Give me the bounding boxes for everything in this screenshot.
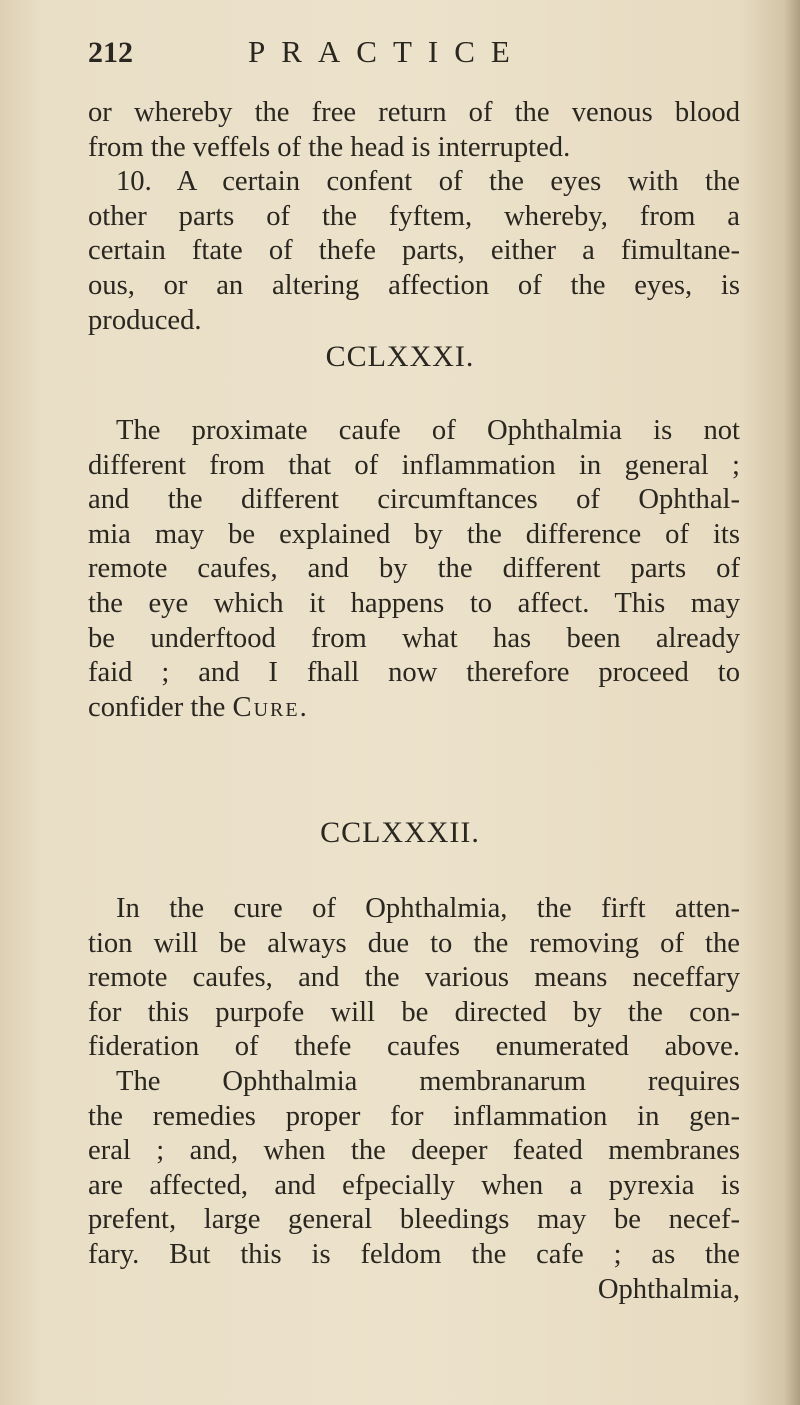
- paragraph-282: [88, 892, 740, 1307]
- text-line: remote caufes, and the various means neceffary: [88, 962, 740, 994]
- text-fragment: confider the: [88, 691, 233, 723]
- text-line: be underftood from what has been already: [88, 622, 740, 654]
- running-head: PRACTICE: [248, 34, 526, 69]
- text-line: 10. A certain confent of the eyes with the: [116, 166, 740, 198]
- page-number: 212: [88, 36, 133, 69]
- text-line: [88, 691, 740, 726]
- text-line: the remedies proper for inflammation in gen-: [88, 1100, 740, 1132]
- catchword: Ophthalmia,: [597, 1273, 740, 1305]
- text-line: faid ; and I fhall now therefore proceed to: [88, 657, 740, 689]
- page-edge-shadow: [784, 0, 800, 1405]
- text-line: for this purpofe will be directed by the con-: [88, 996, 740, 1028]
- text-line: produced.: [88, 304, 202, 336]
- text-line: and the different circumftances of Ophthal-: [88, 484, 740, 516]
- text-line: eral ; and, when the deeper feated membranes: [88, 1135, 740, 1167]
- section-heading-282: CCLXXXII.: [320, 816, 480, 849]
- page-header: [88, 34, 708, 84]
- text-line: ous, or an altering affection of the eyes, is: [88, 269, 740, 301]
- text-line: or whereby the free return of the venous blood: [88, 97, 740, 128]
- text-line: The proximate caufe of Ophthalmia is not: [116, 415, 740, 446]
- text-line: fary. But this is feldom the cafe ; as the: [88, 1238, 740, 1270]
- section-heading-281: CCLXXXI.: [325, 340, 475, 373]
- text-line: fideration of thefe caufes enumerated above.: [88, 1031, 740, 1063]
- text-line: mia may be explained by the difference of its: [88, 518, 740, 550]
- text-line: remote caufes, and by the different parts of: [88, 553, 740, 585]
- text-line: prefent, large general bleedings may be necef-: [88, 1204, 740, 1236]
- text-line: In the cure of Ophthalmia, the firft atten-: [116, 893, 740, 924]
- text-line: the eye which it happens to affect. This may: [88, 587, 740, 619]
- paragraph-continuation: [88, 96, 740, 338]
- text-line: from the veffels of the head is interrupted.: [88, 131, 571, 163]
- text-line: different from that of inflammation in general ;: [88, 449, 740, 481]
- cure-word: Cure.: [232, 691, 309, 723]
- text-line: are affected, and efpecially when a pyrexia is: [88, 1169, 740, 1201]
- paragraph-281: [88, 414, 740, 725]
- text-line: other parts of the fyftem, whereby, from a: [88, 200, 740, 232]
- text-line: tion will be always due to the removing of the: [88, 927, 740, 959]
- text-line: The Ophthalmia membranarum requires: [116, 1065, 740, 1097]
- text-line: certain ftate of thefe parts, either a fimultane-: [88, 235, 740, 267]
